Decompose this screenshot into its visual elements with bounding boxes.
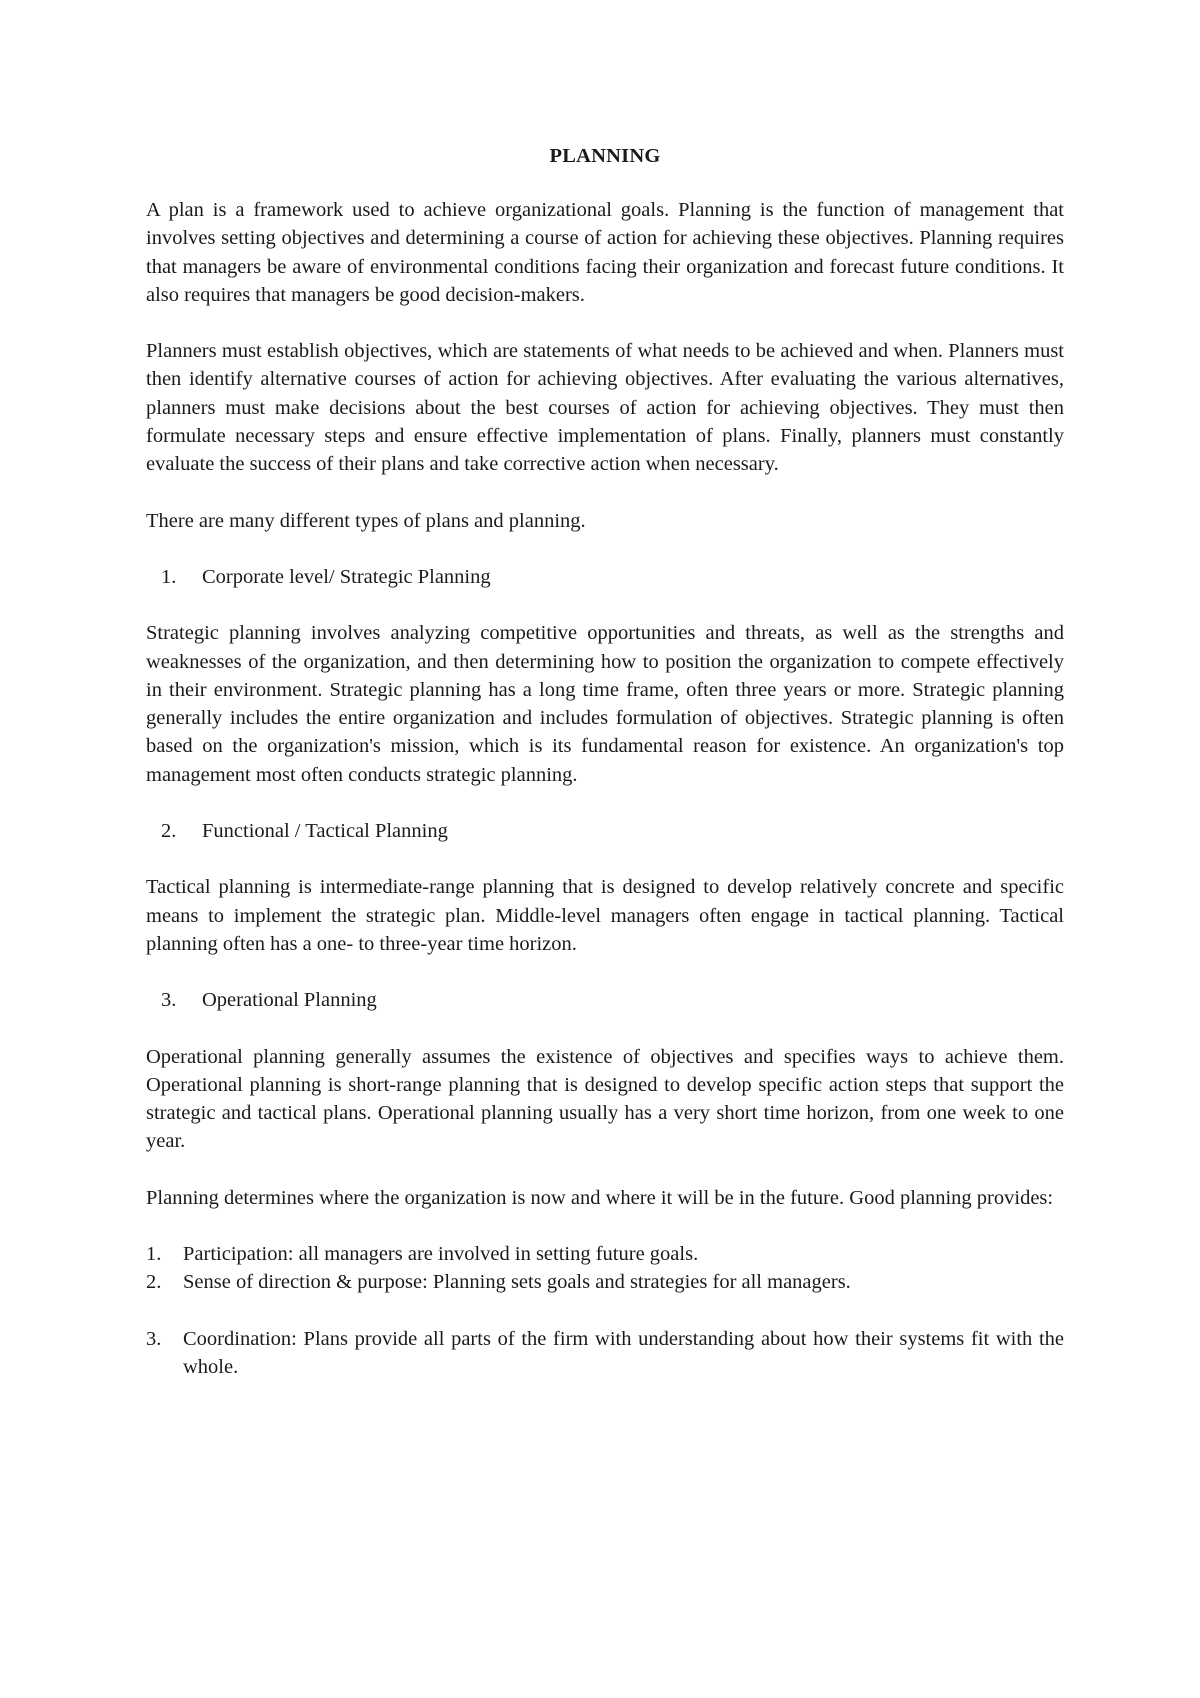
list-item-number: 3. bbox=[146, 1327, 162, 1350]
intro-paragraph-3: There are many different types of plans and planning. bbox=[146, 509, 586, 532]
section-body-strategic: Strategic planning involves analyzing competitive opportunities and threats, as well as the strengths and weaknesses of the organization, and then determining how to position the organization to compete effectively in their environment. Strategic planning has a long time frame, often three years or more. Strategic planning generally includes the entire organization and includes formulation of objectives. Strategic planning is often based on the organization's mission, which is its fundamental reason for existence. An organization's top management most often conducts strategic planning. bbox=[146, 622, 1064, 786]
document-page bbox=[146, 142, 1064, 1381]
section-heading-text: Functional / Tactical Planning bbox=[202, 820, 448, 843]
benefits-list bbox=[146, 1240, 1064, 1381]
section-number: 1. bbox=[161, 565, 177, 588]
section-number: 3. bbox=[161, 989, 177, 1012]
section-body-operational: Operational planning generally assumes the existence of objectives and specifies ways to achieve them. Operational planning is short-range planning that is designed to develop specific action steps that support the strategic and tactical plans. Operational planning usually has a very short time horizon, from one week to one year. bbox=[146, 1045, 1064, 1153]
list-item bbox=[146, 1268, 1064, 1296]
intro-paragraph-2: Planners must establish objectives, which are statements of what needs to be achieved and when. Planners must then identify alternative courses of action for achieving objectives. After evaluating the various alternatives, planners must make decisions about the best courses of action for achieving objectives. They must then formulate necessary steps and ensure effective implementation of plans. Finally, planners must constantly evaluate the success of their plans and take corrective action when necessary. bbox=[146, 340, 1064, 476]
section-heading-text: Corporate level/ Strategic Planning bbox=[202, 565, 491, 588]
list-item-text: Coordination: Plans provide all parts of the firm with understanding about how their systems fit with the whole. bbox=[183, 1327, 1064, 1378]
section-heading-text: Operational Planning bbox=[202, 989, 377, 1012]
section-body-tactical: Tactical planning is intermediate-range planning that is designed to develop relatively concrete and specific means to implement the strategic plan. Middle-level managers often engage in tactical planning. Tactical planning often has a one- to three-year time horizon. bbox=[146, 876, 1064, 955]
list-item-text: Participation: all managers are involved in setting future goals. bbox=[183, 1243, 699, 1266]
list-item-number: 2. bbox=[146, 1271, 162, 1294]
section-heading-tactical bbox=[146, 817, 1064, 845]
list-item-text: Sense of direction & purpose: Planning sets goals and strategies for all managers. bbox=[183, 1271, 851, 1294]
intro-paragraph-1: A plan is a framework used to achieve organizational goals. Planning is the function of management that involves setting objectives and determining a course of action for achieving these objectives. Planning requires that managers be aware of environmental conditions facing their organization and forecast future conditions. It also requires that managers be good decision-makers. bbox=[146, 199, 1064, 306]
section-heading-operational bbox=[146, 986, 1064, 1014]
section-heading-strategic bbox=[146, 563, 1064, 591]
section-number: 2. bbox=[161, 820, 177, 843]
document-title: PLANNING bbox=[549, 145, 661, 167]
list-item bbox=[146, 1325, 1064, 1382]
list-item bbox=[146, 1240, 1064, 1268]
closing-paragraph: Planning determines where the organization is now and where it will be in the future. Good planning provides: bbox=[146, 1186, 1054, 1209]
list-item-number: 1. bbox=[146, 1243, 162, 1266]
